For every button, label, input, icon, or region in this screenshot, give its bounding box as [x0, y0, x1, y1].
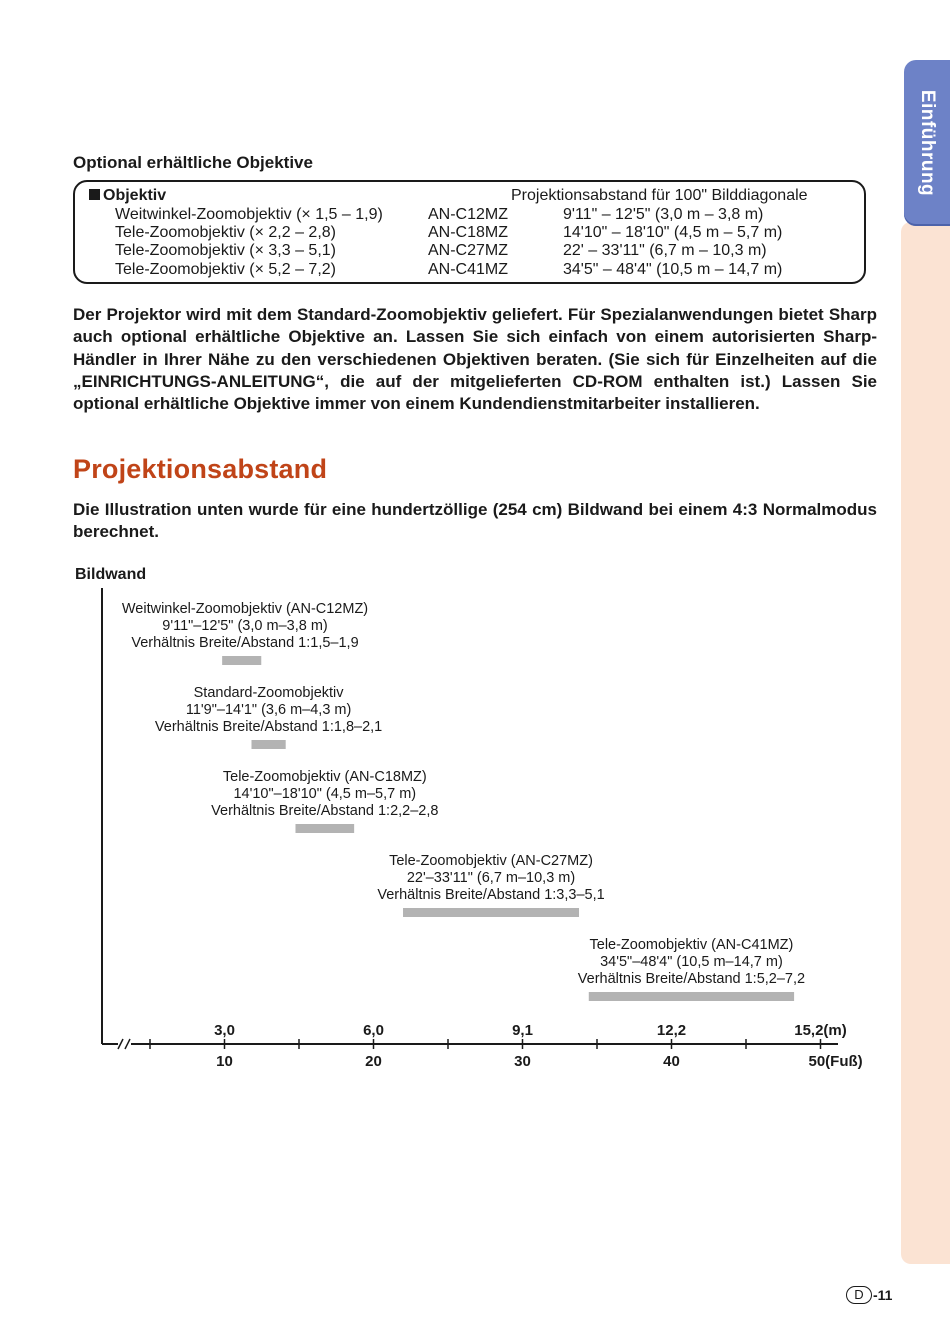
lens-name: Weitwinkel-Zoomobjektiv (× 1,5 – 1,9) — [115, 206, 383, 223]
intro-paragraph: Die Illustration unten wurde für eine hundertzöllige (254 cm) Bildwand bei einem 4:3 Normalmodus berechnet. — [73, 500, 877, 542]
lens-model: AN-C41MZ — [428, 261, 509, 278]
distance-column-header: Projektionsabstand für 100" Bilddiagonale — [511, 187, 808, 204]
series-label: Verhältnis Breite/Abstand 1:1,5–1,9 — [131, 635, 359, 651]
range-bar — [403, 908, 579, 917]
lenses-section-title: Optional erhältliche Objektive — [73, 153, 313, 172]
series-label: Verhältnis Breite/Abstand 1:3,3–5,1 — [377, 887, 605, 903]
tick-label-m: 6,0 — [363, 1022, 384, 1039]
series-label: 9'11"–12'5" (3,0 m–3,8 m) — [162, 618, 328, 634]
tick-label-ft: 40 — [663, 1053, 680, 1070]
series-label: 14'10"–18'10" (4,5 m–5,7 m) — [233, 786, 417, 802]
lens-distance: 34'5" – 48'4" (10,5 m – 14,7 m) — [563, 261, 783, 278]
page-heading: Projektionsabstand — [73, 454, 328, 484]
lens-distance: 22' – 33'11" (6,7 m – 10,3 m) — [563, 242, 767, 259]
tick-label-m: 12,2 — [656, 1022, 687, 1039]
series-label: Tele-Zoomobjektiv (AN-C41MZ) — [589, 937, 794, 953]
series-label: Tele-Zoomobjektiv (AN-C27MZ) — [389, 853, 593, 869]
page-number-text: -11 — [873, 1287, 893, 1303]
section-tab-label: Einführung — [917, 89, 938, 197]
series-label: 11'9"–14'1" (3,6 m–4,3 m) — [185, 702, 352, 718]
axis-break-icon — [118, 1039, 130, 1049]
series-label: Tele-Zoomobjektiv (AN-C18MZ) — [222, 769, 427, 785]
lens-model: AN-C27MZ — [428, 242, 509, 259]
page-number — [846, 1286, 892, 1304]
lens-distance: 9'11" – 12'5" (3,0 m – 3,8 m) — [563, 206, 764, 223]
page-letter-badge: D — [846, 1286, 872, 1304]
range-bar — [251, 740, 285, 749]
lens-name: Tele-Zoomobjektiv (× 5,2 – 7,2) — [115, 261, 336, 278]
lens-column-label: Objektiv — [103, 187, 167, 204]
series-label: Verhältnis Breite/Abstand 1:2,2–2,8 — [211, 803, 439, 819]
lens-distance: 14'10" – 18'10" (4,5 m – 5,7 m) — [563, 224, 783, 241]
series-label: Verhältnis Breite/Abstand 1:1,8–2,1 — [154, 719, 383, 735]
chart-axis-label-bildwand: Bildwand — [75, 566, 147, 583]
tick-label-ft: 50(Fuß) — [808, 1053, 863, 1070]
lens-name: Tele-Zoomobjektiv (× 2,2 – 2,8) — [115, 224, 336, 241]
info-paragraph: Der Projektor wird mit dem Standard-Zoomobjektiv geliefert. Für Spezialanwendungen bietet Sharp auch optional erhältliche Objektive an. Lassen Sie sich einfach von einem autorisierten Sharp-Händler in Ihrer Nähe zu den verschiedenen Objektiven beraten. (Sie sich für Einzelheiten auf die „EINRICHTUNGS-ANLEITUNG“, die auf der mitgelieferten CD-ROM enthalten ist.) Lassen Sie optional erhältliche Objektive immer von einem Kundendienstmitarbeiter installieren. — [73, 305, 877, 414]
tick-label-m: 3,0 — [214, 1022, 235, 1039]
tick-label-m: 15,2(m) — [794, 1022, 847, 1039]
series-label: Standard-Zoomobjektiv — [193, 685, 344, 701]
range-bar — [295, 824, 354, 833]
range-bar — [589, 992, 794, 1001]
tick-label-m: 9,1 — [512, 1022, 533, 1039]
series-label: 34'5"–48'4" (10,5 m–14,7 m) — [600, 954, 783, 970]
lens-name: Tele-Zoomobjektiv (× 3,3 – 5,1) — [115, 242, 336, 259]
lens-model: AN-C18MZ — [428, 224, 509, 241]
tick-label-ft: 10 — [216, 1053, 233, 1070]
series-label: Weitwinkel-Zoomobjektiv (AN-C12MZ) — [121, 601, 369, 617]
series-label: Verhältnis Breite/Abstand 1:5,2–7,2 — [577, 971, 806, 987]
tick-label-ft: 20 — [365, 1053, 382, 1070]
tick-label-ft: 30 — [514, 1053, 531, 1070]
lens-model: AN-C12MZ — [428, 206, 509, 223]
range-bar — [222, 656, 261, 665]
series-label: 22'–33'11" (6,7 m–10,3 m) — [406, 870, 576, 886]
